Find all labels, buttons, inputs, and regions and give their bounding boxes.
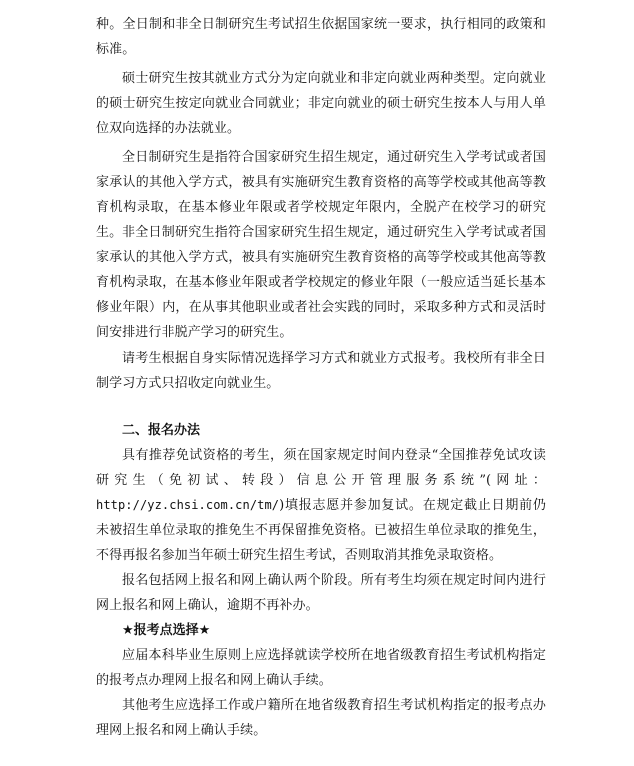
- paragraph-choose-study-mode: 请考生根据自身实际情况选择学习方式和就业方式报考。我校所有非全日制学习方式只招收定向就业生。: [96, 351, 546, 391]
- system-url-link[interactable]: http://yz.chsi.com.cn/tm/: [96, 498, 280, 512]
- recommended-exempt-text-a: 具有推荐免试资格的考生，须在国家规定时间内登录“全国推荐免试攻读研究生（免初试、转段）信息公开管理服务系统”(网址：: [96, 448, 546, 488]
- paragraph-registration-stages: 报名包括网上报名和网上确认两个阶段。所有考生均须在规定时间内进行网上报名和网上确认，逾期不再补办。: [96, 573, 546, 613]
- paragraph-part-time-definition: 非全日制研究生指符合国家研究生招生规定，通过研究生入学考试或者国家承认的其他入学方式，被具有实施研究生教育资格的高等学校或其他高等教育机构录取，在基本修业年限或者学校规定的修业年限（一般应适当延长基本修业年限）内，在从事其他职业或者社会实践的同时，采取多种方式和灵活时间安排进行非脱产学习的研究生。: [96, 225, 546, 340]
- paragraph-graduates-exam-site: 应届本科毕业生原则上应选择就读学校所在地省级教育招生考试机构指定的报考点办理网上报名和网上确认手续。: [96, 648, 546, 688]
- paragraph-study-policy-continued: 种。全日制和非全日制研究生考试招生依据国家统一要求，执行相同的政策和标准。: [96, 17, 546, 57]
- sub-heading-exam-site: ★报考点选择★: [122, 623, 211, 638]
- recommended-exempt-text-b: )填报志愿并参加复试。在规定截止日期前仍未被招生单位录取的推免生不再保留推免资格。已被招生单位录取的推免生，不得再报名参加当年硕士研究生招生考试，否则取消其推免录取资格。: [96, 498, 546, 563]
- paragraph-full-time-definition: 全日制研究生是指符合国家研究生招生规定，通过研究生入学考试或者国家承认的其他入学方式，被具有实施研究生教育资格的高等学校或其他高等教育机构录取，在基本修业年限或者学校规定年限内，全脱产在校学习的研究生。: [96, 150, 546, 240]
- paragraph-employment-types: 硕士研究生按其就业方式分为定向就业和非定向就业两种类型。定向就业的硕士研究生按定向就业合同就业；非定向就业的硕士研究生按本人与用人单位双向选择的办法就业。: [96, 71, 546, 136]
- section-heading-registration: 二、报名办法: [122, 423, 201, 438]
- paragraph-other-candidates-exam-site: 其他考生应选择工作或户籍所在地省级教育招生考试机构指定的报考点办理网上报名和网上确认手续。: [96, 698, 546, 738]
- paragraph-recommended-exempt: [96, 443, 546, 568]
